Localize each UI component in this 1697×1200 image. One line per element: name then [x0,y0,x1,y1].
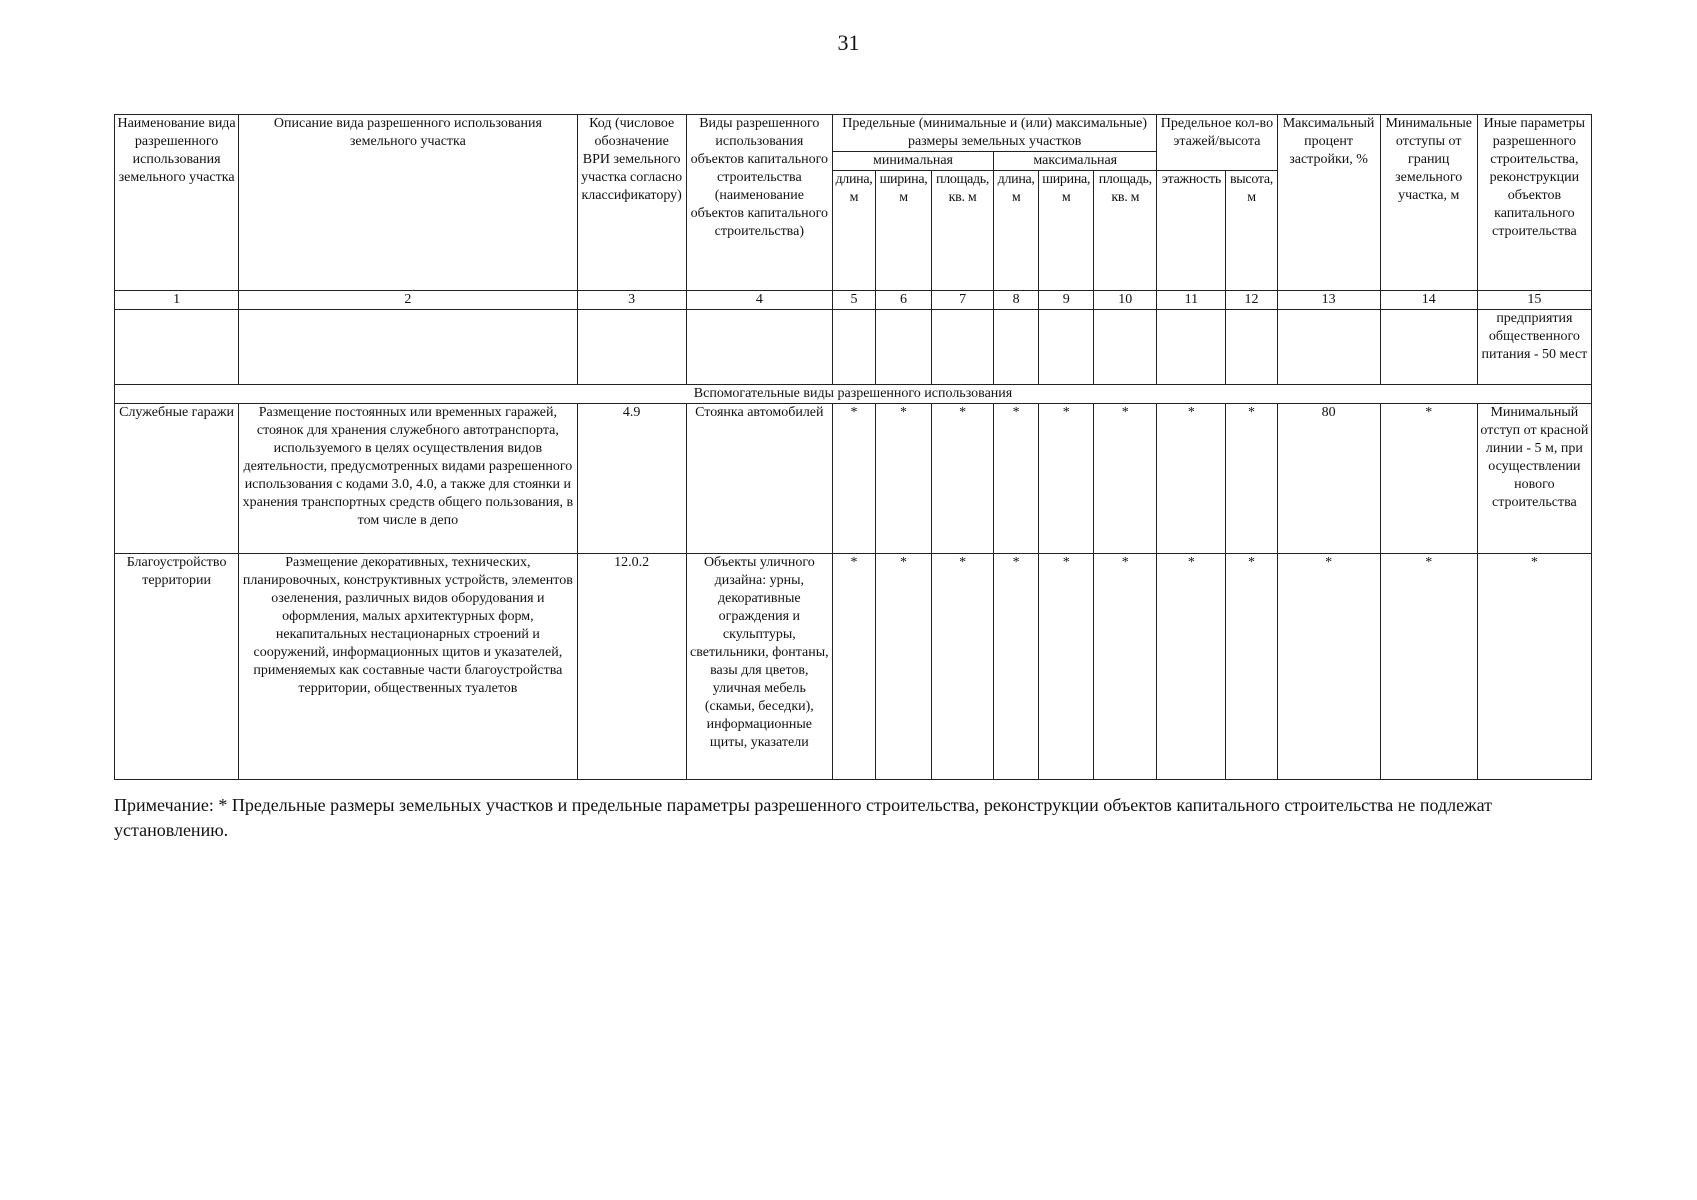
header-min-length: длина, м [832,171,875,291]
header-other-params: Иные параметры разрешенного строительства, реконструкции объектов капитального строительства [1477,115,1591,291]
row-other-params: * [1477,554,1591,780]
column-number: 5 [832,291,875,310]
column-number: 13 [1277,291,1380,310]
row-max-coverage: 80 [1277,404,1380,554]
row-min-width: * [875,554,931,780]
row-height: * [1226,404,1277,554]
header-max-length: длина, м [994,171,1039,291]
row-max-width: * [1039,404,1094,554]
table-row [115,554,1592,780]
row-storeys: * [1157,404,1226,554]
header-max-coverage: Максимальный процент застройки, % [1277,115,1380,291]
row-min-length: * [832,554,875,780]
row-description: Размещение декоративных, технических, планировочных, конструктивных устройств, элементов озеленения, различных видов оборудования и оформления, малых архитектурных форм, некапитальных нестационарных строений и сооружений, информационных щитов и указателей, применяемых как составные части благоустройства территории, общественных туалетов [239,554,577,780]
row-min-setbacks: * [1380,404,1477,554]
header-name: Наименование вида разрешенного использования земельного участка [115,115,239,291]
column-number: 12 [1226,291,1277,310]
header-plot-sizes: Предельные (минимальные и (или) максимальные) размеры земельных участков [832,115,1156,152]
header-max-area: площадь, кв. м [1094,171,1157,291]
row-storeys: * [1157,554,1226,780]
column-number-row [115,291,1592,310]
header-min-setbacks: Минимальные отступы от границ земельного участка, м [1380,115,1477,291]
header-description: Описание вида разрешенного использования земельного участка [239,115,577,291]
row-name: Служебные гаражи [115,404,239,554]
header-storeys: этажность [1157,171,1226,291]
header-floors-height: Предельное кол-во этажей/высота [1157,115,1277,171]
footnote: Примечание: * Предельные размеры земельных участков и предельные параметры разрешенного строительства, реконструкции объектов капитального строительства не подлежат установлению. [114,795,1492,840]
header-code: Код (числовое обозначение ВРИ земельного участка согласно классификатору) [577,115,686,291]
header-min-area: площадь, кв. м [932,171,994,291]
continuation-row [115,310,1592,385]
row-min-width: * [875,404,931,554]
header-objects: Виды разрешенного использования объектов капитального строительства (наименование объектов капитального строительства) [686,115,832,291]
row-other-params: Минимальный отступ от красной линии - 5 м, при осуществлении нового строительства [1477,404,1591,554]
column-number: 15 [1477,291,1591,310]
header-height: высота, м [1226,171,1277,291]
row-code: 4.9 [577,404,686,554]
page-number: 31 [837,30,860,55]
column-number: 1 [115,291,239,310]
row-max-length: * [994,554,1039,780]
column-number: 14 [1380,291,1477,310]
row-objects: Объекты уличного дизайна: урны, декоративные ограждения и скульптуры, светильники, фонтаны, вазы для цветов, уличная мебель (скамьи, беседки), информационные щиты, указатели [686,554,832,780]
column-number: 9 [1039,291,1094,310]
row-max-coverage: * [1277,554,1380,780]
column-number: 6 [875,291,931,310]
row-height: * [1226,554,1277,780]
row-description: Размещение постоянных или временных гаражей, стоянок для хранения служебного автотранспорта, используемого в целях осуществления видов деятельности, предусмотренных видами разрешенного использования с кодами 3.0, 4.0, а также для стоянки и хранения транспортных средств общего пользования, в том числе в депо [239,404,577,554]
column-number: 11 [1157,291,1226,310]
column-number: 2 [239,291,577,310]
row-name: Благоустройство территории [115,554,239,780]
row-max-width: * [1039,554,1094,780]
column-number: 7 [932,291,994,310]
column-number: 4 [686,291,832,310]
header-max-width: ширина, м [1039,171,1094,291]
row-min-area: * [932,554,994,780]
row-code: 12.0.2 [577,554,686,780]
table-row [115,404,1592,554]
row-objects: Стоянка автомобилей [686,404,832,554]
header-minimum: минимальная [832,152,993,171]
row-max-area: * [1094,554,1157,780]
row-max-length: * [994,404,1039,554]
row-min-length: * [832,404,875,554]
row-max-area: * [1094,404,1157,554]
section-title: Вспомогательные виды разрешенного использования [115,385,1592,404]
column-number: 10 [1094,291,1157,310]
section-row [115,385,1592,404]
column-number: 3 [577,291,686,310]
row-min-area: * [932,404,994,554]
continuation-other-params: предприятия общественного питания - 50 мест [1477,310,1591,385]
row-min-setbacks: * [1380,554,1477,780]
header-min-width: ширина, м [875,171,931,291]
land-use-table [114,114,1592,780]
header-maximum: максимальная [994,152,1157,171]
column-number: 8 [994,291,1039,310]
